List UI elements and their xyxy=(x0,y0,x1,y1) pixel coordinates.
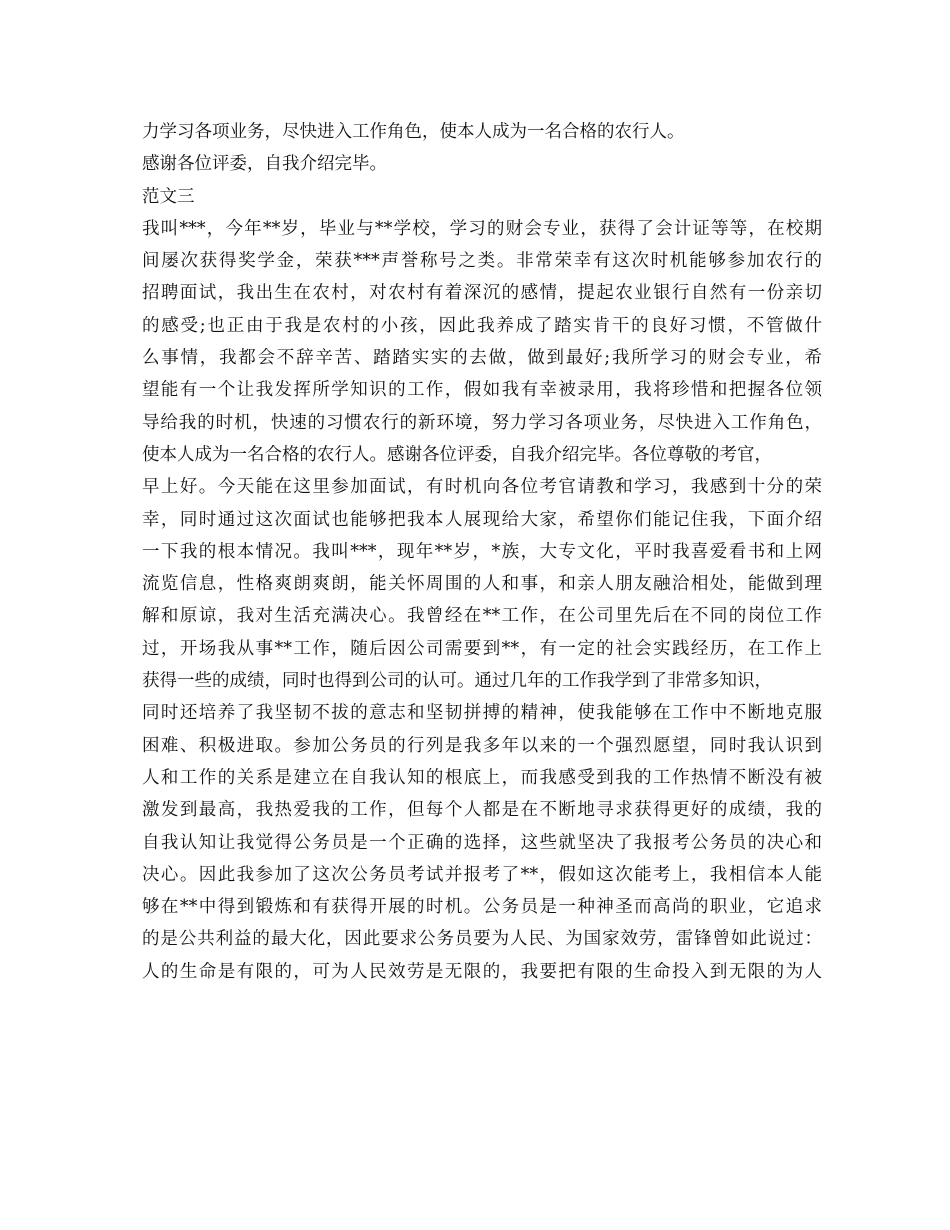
text-line: 困难、积极进取。参加公务员的行列是我多年以来的一个强烈愿望，同时我认识到 xyxy=(142,735,822,756)
text-line: 自我认知让我觉得公务员是一个正确的选择，这些就坚决了我报考公务员的决心和 xyxy=(142,832,822,853)
text-line: 使本人成为一名合格的农行人。感谢各位评委，自我介绍完毕。各位尊敬的考官， xyxy=(142,444,772,465)
text-line: 间屡次获得奖学金，荣获***声誉称号之类。非常荣幸有这次时机能够参加农行的 xyxy=(142,251,822,272)
text-line: 激发到最高，我热爱我的工作，但每个人都是在不断地寻求获得更好的成绩，我的 xyxy=(142,800,822,821)
text-line: 幸，同时通过这次面试也能够把我本人展现给大家，希望你们能记住我，下面介绍 xyxy=(142,509,822,530)
text-line: 过，开场我从事**工作，随后因公司需要到**，有一定的社会实践经历，在工作上 xyxy=(142,638,822,659)
text-line: 一下我的根本情况。我叫***，现年**岁，*族，大专文化，平时我喜爱看书和上网 xyxy=(142,541,822,562)
text-line: 么事情，我都会不辞辛苦、踏踏实实的去做，做到最好;我所学习的财会专业，希 xyxy=(142,348,822,369)
text-line: 获得一些的成绩，同时也得到公司的认可。通过几年的工作我学到了非常多知识， xyxy=(142,671,772,692)
text-line: 同时还培养了我坚韧不拔的意志和坚韧拼搏的精神，使我能够在工作中不断地克服 xyxy=(142,703,822,724)
text-line: 人和工作的关系是建立在自我认知的根底上，而我感受到我的工作热情不断没有被 xyxy=(142,767,822,788)
text-line: 的感受;也正由于我是农村的小孩，因此我养成了踏实肯干的良好习惯，不管做什 xyxy=(142,315,822,336)
text-line: 力学习各项业务，尽快进入工作角色，使本人成为一名合格的农行人。 xyxy=(142,122,685,142)
text-line: 流览信息，性格爽朗爽朗，能关怀周围的人和事，和亲人朋友融洽相处，能做到理 xyxy=(142,574,822,595)
text-line: 招聘面试，我出生在农村，对农村有着深沉的感情，提起农业银行自然有一份亲切 xyxy=(142,283,822,304)
section-heading: 范文三 xyxy=(142,186,195,207)
text-line: 的是公共利益的最大化，因此要求公务员要为人民、为国家效劳，雷锋曾如此说过： xyxy=(142,929,822,950)
text-line: 感谢各位评委，自我介绍完毕。 xyxy=(142,154,387,175)
text-line: 望能有一个让我发挥所学知识的工作，假如我有幸被录用，我将珍惜和把握各位领 xyxy=(142,380,822,401)
text-line: 够在**中得到锻炼和有获得开展的时机。公务员是一种神圣而高尚的职业，它追求 xyxy=(142,897,822,918)
text-line: 人的生命是有限的，可为人民效劳是无限的，我要把有限的生命投入到无限的为人 xyxy=(142,961,822,982)
text-line: 早上好。今天能在这里参加面试，有时机向各位考官请教和学习，我感到十分的荣 xyxy=(142,477,822,498)
document-page xyxy=(142,116,822,988)
text-line: 导给我的时机，快速的习惯农行的新环境，努力学习各项业务，尽快进入工作角色， xyxy=(142,412,822,433)
text-line: 解和原谅，我对生活充满决心。我曾经在**工作，在公司里先后在不同的岗位工作 xyxy=(142,606,822,627)
text-line: 决心。因此我参加了这次公务员考试并报考了**，假如这次能考上，我相信本人能 xyxy=(142,864,822,885)
text-line: 我叫***，今年**岁，毕业与**学校，学习的财会专业，获得了会计证等等，在校期 xyxy=(142,218,822,239)
